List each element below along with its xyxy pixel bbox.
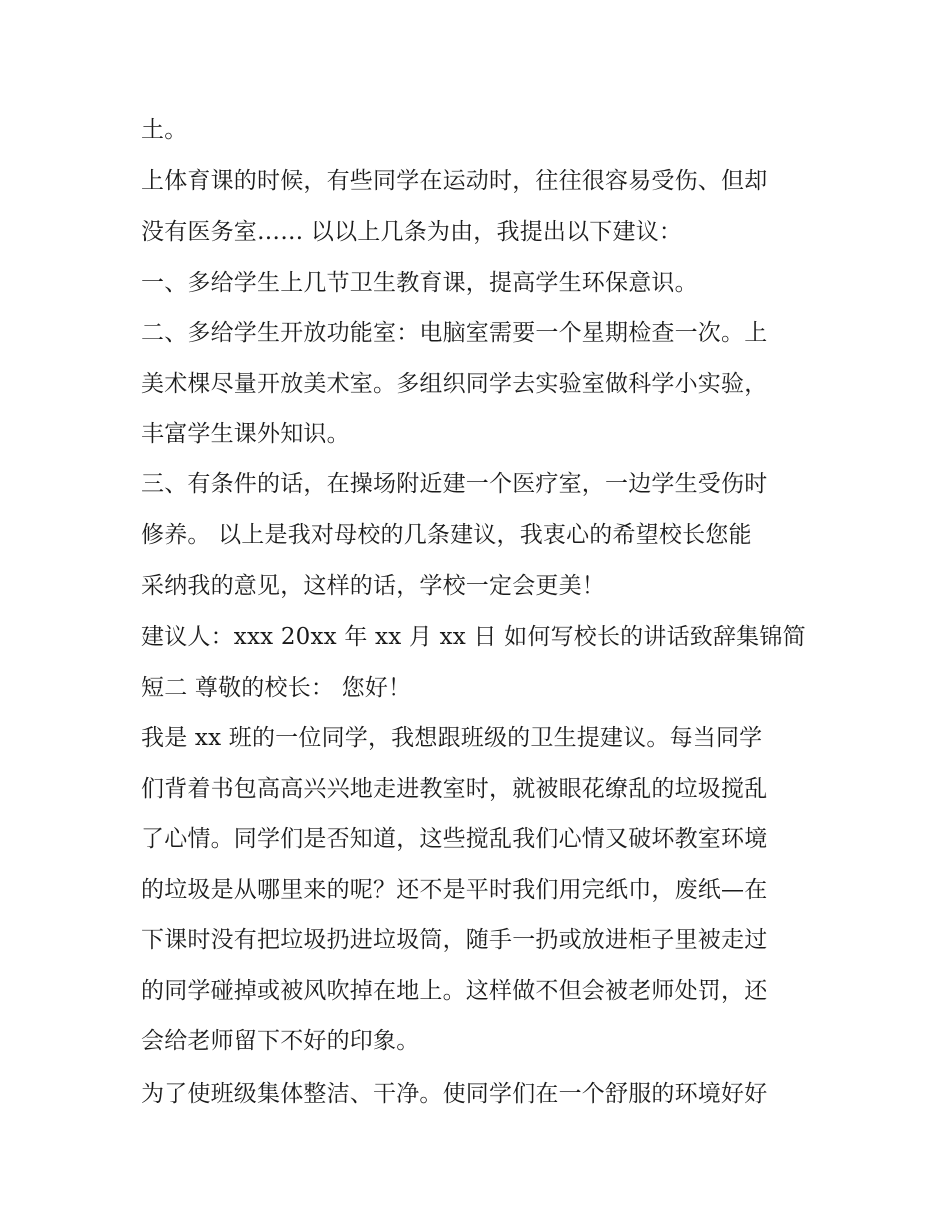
text-line: 会给老师留下不好的印象。 <box>141 1028 420 1054</box>
text-line: 建议人：xxx 20xx 年 xx 月 xx 日 如何写校长的讲话致辞集锦简 <box>141 624 806 650</box>
text-line: 了心情。同学们是否知道，这些搅乱我们心情又破坏教室环境 <box>141 826 768 852</box>
text-line: 二、多给学生开放功能室：电脑室需要一个星期检查一次。上 <box>141 320 768 346</box>
text-line: 的同学碰掉或被风吹掉在地上。这样做不但会被老师处罚，还 <box>141 978 768 1004</box>
text-line: 丰富学生课外知识。 <box>141 421 350 447</box>
text-line: 土。 <box>141 117 188 143</box>
text-line: 没有医务室…… 以以上几条为由，我提出以下建议： <box>141 219 683 245</box>
text-line: 我是 xx 班的一位同学，我想跟班级的卫生提建议。每当同学 <box>141 725 763 751</box>
text-line: 为了使班级集体整洁、干净。使同学们在一个舒服的环境好好 <box>141 1081 768 1107</box>
text-line: 三、有条件的话，在操场附近建一个医疗室，一边学生受伤时 <box>141 471 768 497</box>
text-line: 一、多给学生上几节卫生教育课，提高学生环保意识。 <box>141 270 698 296</box>
text-line: 下课时没有把垃圾扔进垃圾筒，随手一扔或放进柜子里被走过 <box>141 927 768 953</box>
text-line: 采纳我的意见，这样的话，学校一定会更美！ <box>141 573 605 599</box>
text-line: 上体育课的时候，有些同学在运动时，往往很容易受伤、但却 <box>141 168 768 194</box>
text-line: 短二 尊敬的校长： 您好！ <box>141 675 412 701</box>
text-line: 修养。 以上是我对母校的几条建议，我衷心的希望校长您能 <box>141 522 752 548</box>
text-line: 们背着书包高高兴兴地走进教室时，就被眼花缭乱的垃圾搅乱 <box>141 776 768 802</box>
text-line: 美术棵尽量开放美术室。多组织同学去实验室做科学小实验， <box>141 371 768 397</box>
text-line: 的垃圾是从哪里来的呢？还不是平时我们用完纸巾，废纸—在 <box>141 877 768 903</box>
